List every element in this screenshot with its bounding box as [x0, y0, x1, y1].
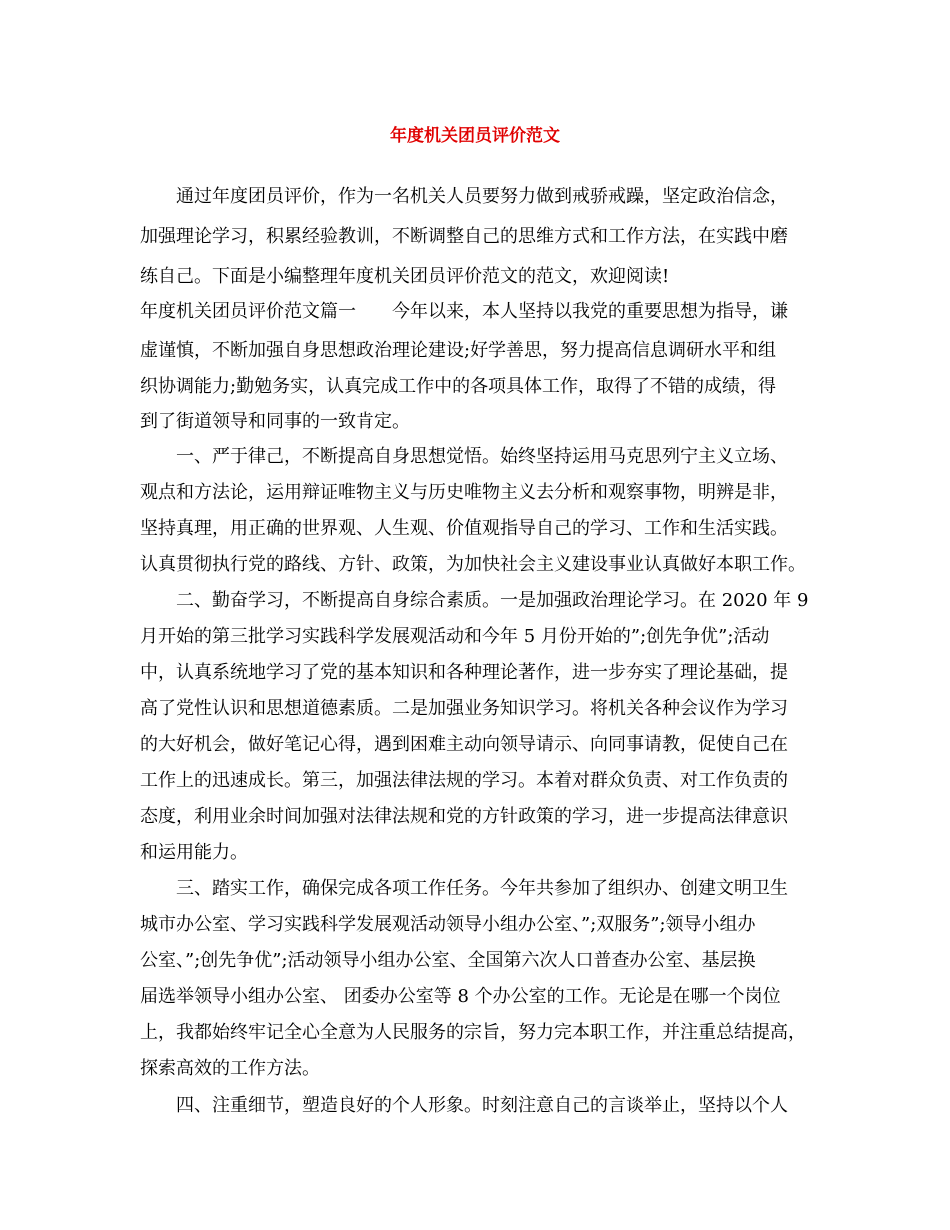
- paragraph-line: 月开始的第三批学习实践科学发展观活动和今年 5 月份开始的”;创先争优”;活动: [140, 626, 770, 647]
- paragraph-line: 织协调能力;勤勉务实，认真完成工作中的各项具体工作，取得了不错的成绩，得: [140, 376, 777, 397]
- paragraph-line: 上，我都始终牢记全心全意为人民服务的宗旨，努力完本职工作，并注重总结提高，: [140, 1022, 806, 1043]
- paragraph-line: 三、踏实工作，确保完成各项工作任务。今年共参加了组织办、创建文明卫生: [140, 878, 788, 899]
- paragraph-line: 认真贯彻执行党的路线、方针、政策，为加快社会主义建设事业认真做好本职工作。: [140, 554, 806, 575]
- paragraph-line: 练自己。下面是小编整理年度机关团员评价范文的范文，欢迎阅读!: [140, 266, 670, 287]
- document-title: 年度机关团员评价范文: [390, 126, 560, 146]
- paragraph-line: 四、注重细节，塑造良好的个人形象。时刻注意自己的言谈举止，坚持以个人: [140, 1095, 788, 1116]
- paragraph-line: 观点和方法论，运用辩证唯物主义与历史唯物主义去分析和观察事物，明辨是非，: [140, 482, 788, 503]
- paragraph-line: 的大好机会，做好笔记心得，遇到困难主动向领导请示、向同事请教，促使自己在: [140, 734, 788, 755]
- paragraph-line: 一、严于律己，不断提高自身思想觉悟。始终坚持运用马克思列宁主义立场、: [140, 446, 788, 467]
- paragraph-line: 中，认真系统地学习了党的基本知识和各种理论著作，进一步夯实了理论基础，提: [140, 662, 788, 683]
- paragraph-line: 和运用能力。: [140, 842, 248, 863]
- paragraph-line: 加强理论学习，积累经验教训，不断调整自己的思维方式和工作方法，在实践中磨: [140, 226, 788, 247]
- paragraph-line: 坚持真理，用正确的世界观、人生观、价值观指导自己的学习、工作和生活实践。: [140, 518, 788, 539]
- paragraph-line: 工作上的迅速成长。第三，加强法律法规的学习。本着对群众负责、对工作负责的: [140, 770, 788, 791]
- paragraph-line: 探索高效的工作方法。: [140, 1058, 320, 1079]
- paragraph-line: 城市办公室、学习实践科学发展观活动领导小组办公室、”;双服务”;领导小组办: [140, 914, 756, 935]
- paragraph-line: 高了党性认识和思想道德素质。二是加强业务知识学习。将机关各种会议作为学习: [140, 698, 788, 719]
- paragraph-line: 届选举领导小组办公室、 团委办公室等 8 个办公室的工作。无论是在哪一个岗位: [140, 986, 781, 1007]
- paragraph-line: 年度机关团员评价范文篇一 今年以来，本人坚持以我党的重要思想为指导，谦: [140, 301, 788, 322]
- paragraph-line: 虚谨慎，不断加强自身思想政治理论建设;好学善思，努力提高信息调研水平和组: [140, 340, 777, 361]
- paragraph-line: 通过年度团员评价，作为一名机关人员要努力做到戒骄戒躁，坚定政治信念，: [140, 186, 788, 207]
- paragraph-line: 态度，利用业余时间加强对法律法规和党的方针政策的学习，进一步提高法律意识: [140, 806, 788, 827]
- paragraph-line: 二、勤奋学习，不断提高自身综合素质。一是加强政治理论学习。在 2020 年 9: [140, 590, 809, 611]
- paragraph-line: 到了街道领导和同事的一致肯定。: [140, 411, 410, 432]
- paragraph-line: 公室、”;创先争优”;活动领导小组办公室、全国第六次人口普查办公室、基层换: [140, 950, 756, 971]
